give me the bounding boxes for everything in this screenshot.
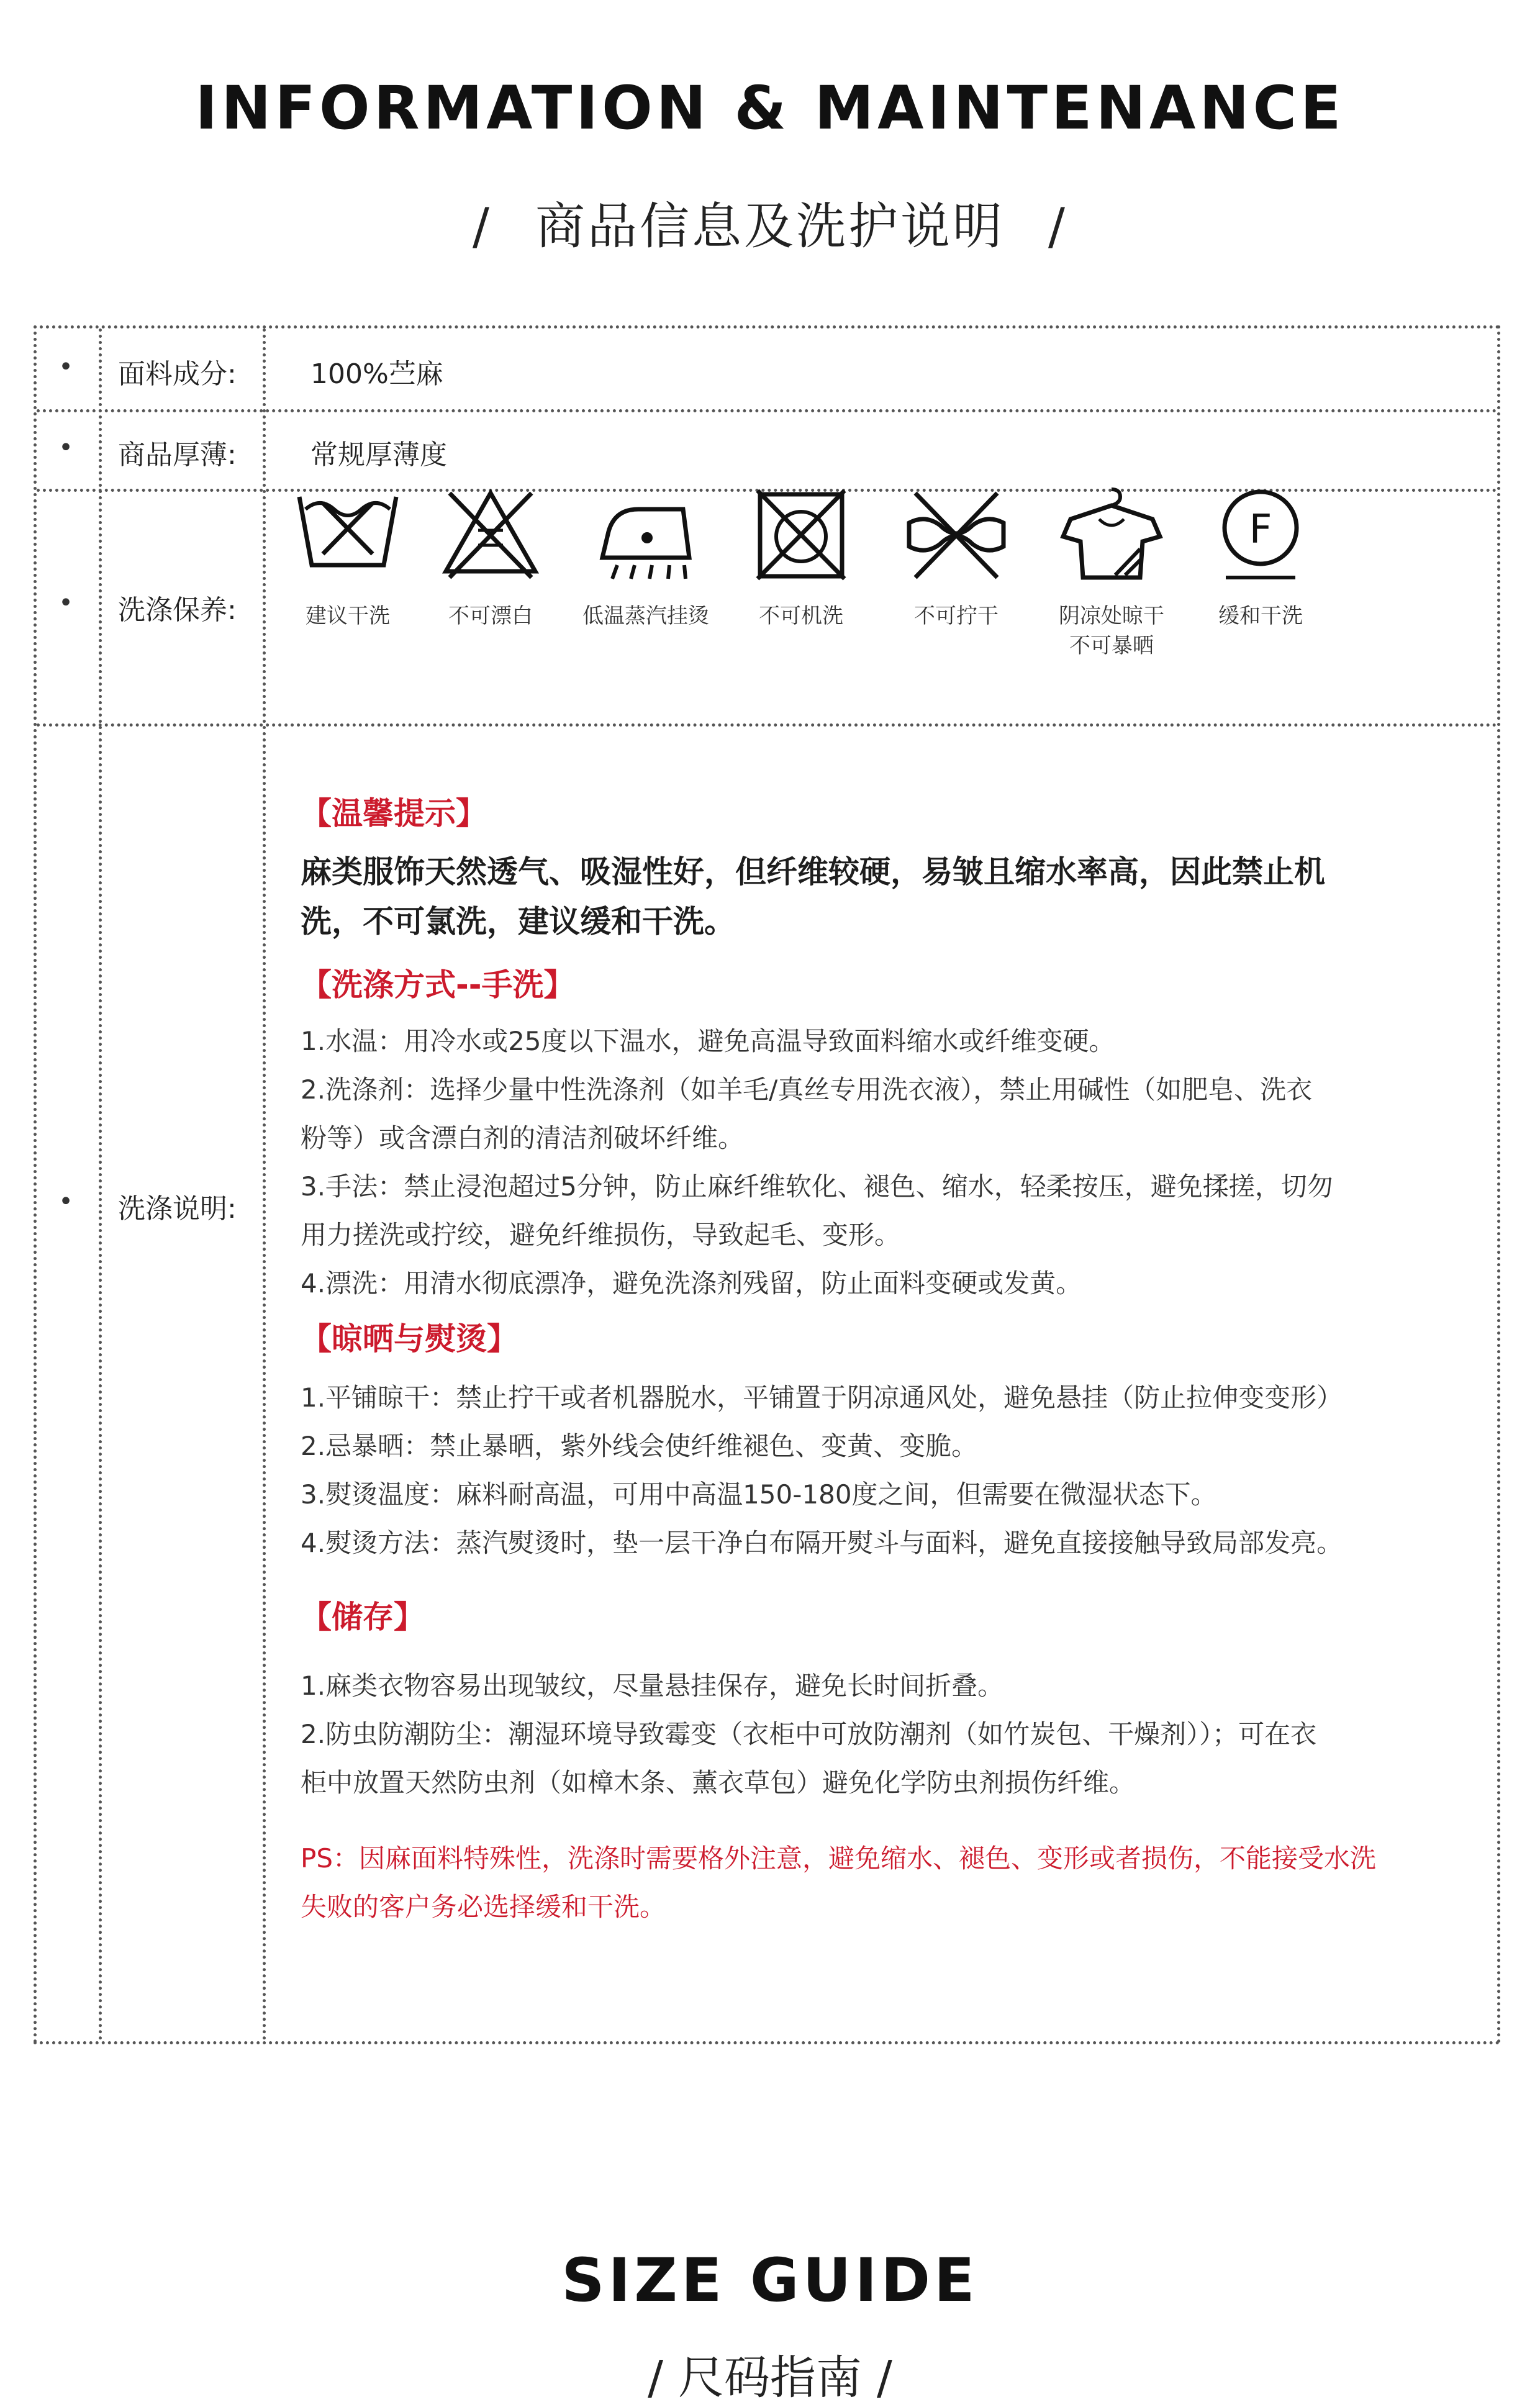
store-line: 2.防虫防潮防尘：潮湿环境导致霉变（衣柜中可放防潮剂（如竹炭包、干燥剂））；可在衣 (301, 1719, 1317, 1749)
row-bullet: • (58, 589, 73, 617)
care-label: 洗涤保养: (118, 594, 237, 626)
wash-list (301, 1017, 1480, 1308)
care-icons (273, 484, 1366, 708)
care-item-no-machine-wash (727, 484, 876, 631)
ps-note (301, 1834, 1480, 1931)
size-slash-left: / (648, 2351, 663, 2405)
title-slash-left: / (473, 197, 492, 255)
care-caption (1037, 601, 1186, 661)
dry-heading: 【晾晒与熨烫】 (301, 1321, 518, 1357)
row-bullet: • (58, 433, 73, 462)
thickness-value: 常规厚薄度 (310, 439, 447, 471)
tip-heading: 【温馨提示】 (301, 796, 487, 832)
thickness-label: 商品厚薄: (118, 439, 237, 471)
dry-clean-f-icon (1205, 484, 1316, 584)
tip-line: 洗，不可氯洗，建议缓和干洗。 (301, 904, 735, 940)
no-bleach-icon (435, 484, 546, 584)
hand-wash-icon (292, 484, 404, 584)
shade-dry-icon (1056, 484, 1167, 584)
row-divider-1 (37, 409, 1497, 412)
fabric-value: 100%苎麻 (310, 358, 443, 390)
low-iron-icon (590, 484, 702, 584)
dry-list (301, 1374, 1480, 1567)
size-guide-cn: 尺码指南 (678, 2351, 862, 2405)
instructions-content (301, 789, 1480, 1931)
size-guide-title: SIZE GUIDE (561, 2246, 979, 2315)
title-slash-right: / (1048, 197, 1067, 255)
store-line: 1.麻类衣物容易出现皱纹，尽量悬挂保存，避免长时间折叠。 (301, 1670, 1004, 1701)
table-divider-bullet (99, 329, 102, 2041)
care-item-low-iron (571, 484, 720, 631)
page-title-en: INFORMATION & MAINTENANCE (195, 73, 1345, 143)
care-caption: 建议干洗 (306, 604, 390, 628)
no-wring-icon (900, 484, 1012, 584)
dry-line: 1.平铺晾干：禁止拧干或者机器脱水，平铺置于阴凉通风处，避免悬挂（防止拉伸变变形） (301, 1382, 1343, 1413)
dry-line: 4.熨烫方法：蒸汽熨烫时，垫一层干净白布隔开熨斗与面料，避免直接接触导致局部发亮。 (301, 1528, 1343, 1558)
row-bullet: • (58, 353, 73, 381)
care-item-hand-wash (273, 484, 422, 631)
tip-line: 麻类服饰天然透气、吸湿性好，但纤维较硬，易皱且缩水率高，因此禁止机 (301, 854, 1325, 890)
care-caption: 不可拧干 (914, 604, 999, 628)
store-line: 柜中放置天然防虫剂（如樟木条、薰衣草包）避免化学防虫剂损伤纤维。 (301, 1767, 1136, 1798)
fabric-label: 面料成分: (118, 358, 237, 390)
wash-line: 1.水温：用冷水或25度以下温水，避免高温导致面料缩水或纤维变硬。 (301, 1026, 1115, 1056)
row-divider-3 (37, 723, 1497, 727)
care-item-no-bleach (416, 484, 565, 631)
size-guide-subtitle (0, 2341, 1540, 2407)
care-item-shade-dry (1037, 484, 1186, 661)
wash-line: 3.手法：禁止浸泡超过5分钟，防止麻纤维软化、褪色、缩水，轻柔按压，避免揉搓，切勿 (301, 1171, 1333, 1202)
dry-clean-letter: F (1249, 507, 1272, 553)
wash-line: 4.漂洗：用清水彻底漂净，避免洗涤剂残留，防止面料变硬或发黄。 (301, 1268, 1082, 1299)
care-caption: 缓和干洗 (1218, 604, 1303, 628)
wash-line: 2.洗涤剂：选择少量中性洗涤剂（如羊毛/真丝专用洗衣液），禁止用碱性（如肥皂、洗衣 (301, 1074, 1313, 1105)
table-divider-label (263, 329, 266, 2041)
care-item-dry-clean (1186, 484, 1335, 631)
dry-line: 2.忌暴晒：禁止暴晒，紫外线会使纤维褪色、变黄、变脆。 (301, 1431, 978, 1461)
row-bullet: • (58, 1187, 73, 1216)
care-caption-line2: 不可暴晒 (1069, 633, 1154, 658)
no-machine-wash-icon (745, 484, 857, 584)
wash-heading: 【洗涤方式--手洗】 (301, 967, 575, 1003)
instructions-label: 洗涤说明: (118, 1193, 237, 1225)
ps-line: 失败的客户务必选择缓和干洗。 (301, 1892, 666, 1922)
care-caption: 不可机洗 (759, 604, 843, 628)
ps-line: PS：因麻面料特殊性，洗涤时需要格外注意，避免缩水、褪色、变形或者损伤，不能接受水洗 (301, 1843, 1376, 1874)
store-list (301, 1662, 1480, 1807)
care-caption: 不可漂白 (448, 604, 533, 628)
wash-line: 用力搓洗或拧绞，避免纤维损伤，导致起毛、变形。 (301, 1220, 901, 1250)
size-slash-right: / (877, 2351, 892, 2405)
store-heading: 【储存】 (301, 1599, 425, 1635)
care-caption-line1: 阴凉处晾干 (1059, 604, 1164, 628)
care-item-no-wring (882, 484, 1031, 631)
title-cn-text: 商品信息及洗护说明 (535, 197, 1005, 255)
page-title-cn (0, 186, 1540, 258)
care-caption: 低温蒸汽挂烫 (582, 604, 709, 628)
wash-line: 粉等）或含漂白剂的清洁剂破坏纤维。 (301, 1123, 745, 1153)
dry-line: 3.熨烫温度：麻料耐高温，可用中高温150-180度之间，但需要在微湿状态下。 (301, 1479, 1217, 1510)
